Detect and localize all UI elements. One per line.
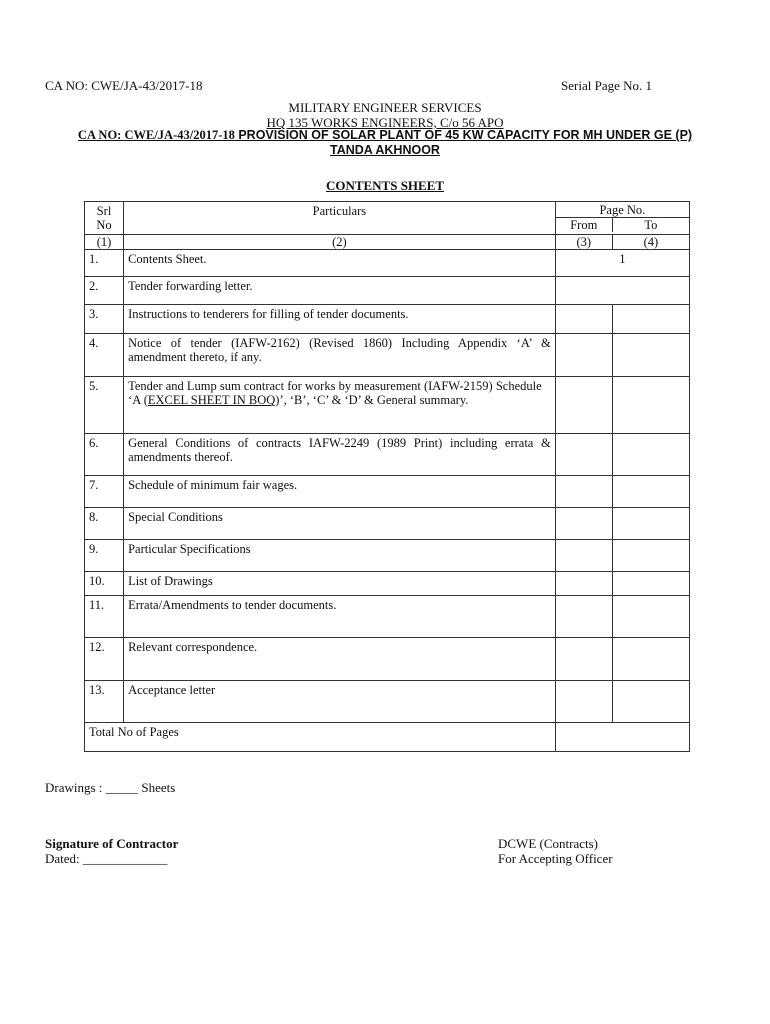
row-text-pre: Tender and Lump sum contract for works by measurement (IAFW-2159) Schedule ‘A ( <box>128 379 542 407</box>
row-page-to <box>612 572 689 596</box>
row-particulars: Relevant correspondence. <box>124 638 556 681</box>
row-srl: 1. <box>85 250 124 277</box>
table-row <box>85 377 690 434</box>
row-page-to <box>612 638 689 681</box>
table-row <box>85 434 690 476</box>
row-text-post: )’, ‘B’, ‘C’ & ‘D’ & General summary. <box>275 393 469 407</box>
table-row <box>85 305 690 334</box>
row-particulars: Schedule of minimum fair wages. <box>124 476 556 508</box>
header-page-no-label: Page No. <box>556 202 689 218</box>
header-to: To <box>644 218 658 232</box>
dated-line: Dated: _____________ <box>45 851 168 866</box>
table-row <box>85 638 690 681</box>
row-page-to <box>612 508 689 540</box>
row-page-from <box>555 572 612 596</box>
row-page-to <box>612 377 689 434</box>
row-particulars <box>124 377 556 434</box>
row-text-underlined: EXCEL SHEET IN BOQ <box>147 393 276 407</box>
row-srl: 13. <box>85 681 124 723</box>
row-page-from <box>555 434 612 476</box>
document-title <box>60 128 710 158</box>
row-particulars: Instructions to tenderers for filling of tender documents. <box>124 305 556 334</box>
header-page-no <box>555 202 689 235</box>
row-srl: 5. <box>85 377 124 434</box>
col-number-2: (2) <box>124 235 556 250</box>
row-srl: 11. <box>85 596 124 638</box>
row-page-from <box>555 540 612 572</box>
col-number-1: (1) <box>85 235 124 250</box>
col-number-4: (4) <box>612 235 689 250</box>
row-srl: 6. <box>85 434 124 476</box>
row-particulars: General Conditions of contracts IAFW-2249 (1989 Print) including errata & amendments thereof. <box>124 434 556 476</box>
header-particulars: Particulars <box>124 202 556 235</box>
header-no: No <box>96 218 112 232</box>
row-srl: 3. <box>85 305 124 334</box>
drawings-sheets: Drawings : _____ Sheets <box>45 780 176 795</box>
row-srl: 10. <box>85 572 124 596</box>
table-row <box>85 334 690 377</box>
row-page-to <box>612 596 689 638</box>
signature-of-contractor: Signature of Contractor <box>45 836 179 851</box>
table-row <box>85 596 690 638</box>
row-page-from <box>555 334 612 377</box>
row-page-from <box>555 681 612 723</box>
row-particulars: Contents Sheet. <box>124 250 556 277</box>
total-pages-value <box>555 723 689 752</box>
header-srl-no <box>85 202 124 235</box>
table-row <box>85 277 690 305</box>
row-page-from <box>555 377 612 434</box>
row-page-range: 1 <box>555 250 689 277</box>
header-from: From <box>556 218 613 232</box>
row-page-from <box>555 596 612 638</box>
row-page-from <box>555 476 612 508</box>
row-page-to <box>612 681 689 723</box>
table-row <box>85 476 690 508</box>
table-row <box>85 572 690 596</box>
for-accepting-officer: For Accepting Officer <box>498 851 613 866</box>
ca-number: CA NO: CWE/JA-43/2017-18 <box>45 78 203 93</box>
contents-heading: CONTENTS SHEET <box>325 178 445 193</box>
table-row <box>85 681 690 723</box>
serial-page-number: Serial Page No. 1 <box>561 78 652 93</box>
contents-table <box>84 201 690 752</box>
row-particulars: Acceptance letter <box>124 681 556 723</box>
row-particulars: Special Conditions <box>124 508 556 540</box>
row-particulars: Tender forwarding letter. <box>124 277 556 305</box>
header-srl: Srl <box>96 204 112 218</box>
row-page-range <box>555 277 689 305</box>
row-page-to <box>612 305 689 334</box>
row-srl: 12. <box>85 638 124 681</box>
title-description: PROVISION OF SOLAR PLANT OF 45 KW CAPACITY FOR MH UNDER GE (P) TANDA AKHNOOR <box>234 128 693 157</box>
row-page-to <box>612 434 689 476</box>
row-page-from <box>555 508 612 540</box>
row-particulars: Particular Specifications <box>124 540 556 572</box>
row-srl: 7. <box>85 476 124 508</box>
table-row <box>85 250 690 277</box>
col-number-3: (3) <box>555 235 612 250</box>
row-particulars: List of Drawings <box>124 572 556 596</box>
org-name: MILITARY ENGINEER SERVICES <box>288 100 482 115</box>
row-page-from <box>555 305 612 334</box>
row-srl: 4. <box>85 334 124 377</box>
row-page-from <box>555 638 612 681</box>
row-particulars: Errata/Amendments to tender documents. <box>124 596 556 638</box>
table-row <box>85 508 690 540</box>
org-address: HQ 135 WORKS ENGINEERS, C/o 56 APO <box>266 115 504 130</box>
total-pages-label: Total No of Pages <box>85 723 556 752</box>
row-srl: 9. <box>85 540 124 572</box>
row-page-to <box>612 540 689 572</box>
table-row <box>85 540 690 572</box>
row-srl: 8. <box>85 508 124 540</box>
title-ca-number: CA NO: CWE/JA-43/2017-18 <box>77 128 235 142</box>
dcwe-contracts: DCWE (Contracts) <box>498 836 599 851</box>
row-srl: 2. <box>85 277 124 305</box>
row-page-to <box>612 476 689 508</box>
row-particulars: Notice of tender (IAFW-2162) (Revised 1860) Including Appendix ‘A’ & amendment thereto, if any. <box>124 334 556 377</box>
row-page-to <box>612 334 689 377</box>
total-row <box>85 723 690 752</box>
